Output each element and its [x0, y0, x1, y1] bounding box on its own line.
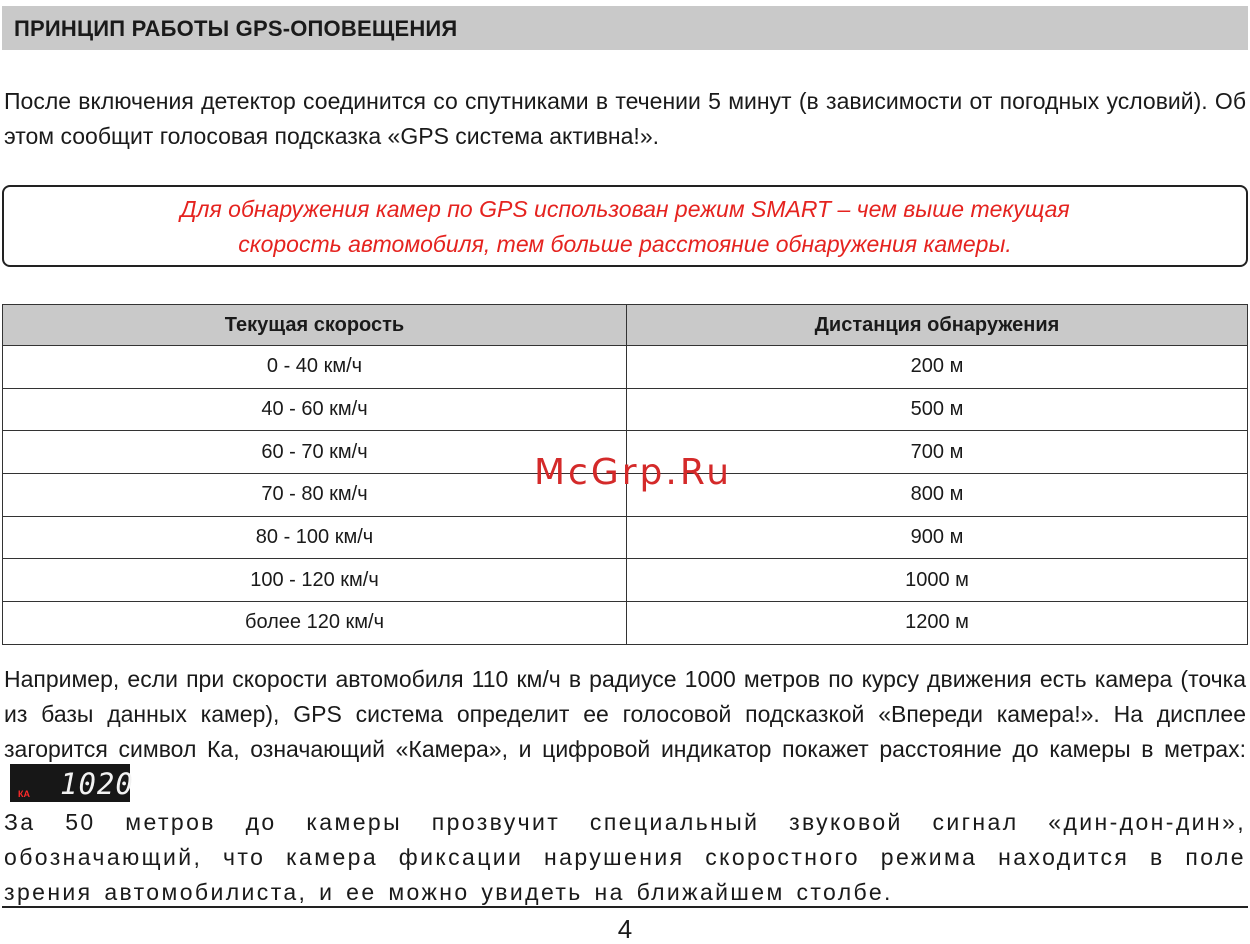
- table-row: [3, 516, 1248, 559]
- speed-cell: 40 - 60 км/ч: [3, 388, 627, 431]
- speed-cell: 80 - 100 км/ч: [3, 516, 627, 559]
- speed-cell: 0 - 40 км/ч: [3, 346, 627, 389]
- notice-line-2: скорость автомобиля, тем больше расстояние обнаружения камеры.: [238, 231, 1012, 257]
- camera-symbol: КА: [18, 789, 30, 799]
- footer-divider: [2, 906, 1248, 908]
- distance-readout: 1020: [60, 767, 134, 801]
- distance-cell: 500 м: [627, 388, 1248, 431]
- table-row: [3, 559, 1248, 602]
- distance-cell: 1200 м: [627, 602, 1248, 645]
- table-row: [3, 388, 1248, 431]
- watermark: McGrp.Ru: [534, 452, 733, 493]
- notice-line-1: Для обнаружения камер по GPS использован режим SMART – чем выше текущая: [180, 196, 1070, 222]
- signal-paragraph: За 50 метров до камеры прозвучит специальный звуковой сигнал «дин-дон-дин», обозначающий, что камера фиксации нарушения скоростного режима находится в поле зрения автомобилиста, и ее можно увидеть на ближайшем столбе.: [4, 809, 1246, 905]
- distance-cell: 900 м: [627, 516, 1248, 559]
- page-number: 4: [617, 914, 633, 944]
- example-text: Например, если при скорости автомобиля 110 км/ч в радиусе 1000 метров по курсу движения есть камера (точка из базы данных камер), GPS система определит ее голосовой подсказкой «Впереди камера!». На дисплее загорится символ Ка, означающий «Камера», и цифровой индикатор покажет расстояние до камеры в метрах:: [4, 666, 1246, 762]
- distance-cell: 200 м: [627, 346, 1248, 389]
- speed-cell: более 120 км/ч: [3, 602, 627, 645]
- speed-cell: 70 - 80 км/ч: [3, 474, 627, 517]
- distance-indicator-display: [10, 764, 134, 802]
- distance-cell: 700 м: [627, 431, 1248, 474]
- header-detection-distance: Дистанция обнаружения: [627, 305, 1248, 346]
- table-row: [3, 346, 1248, 389]
- distance-cell: 1000 м: [627, 559, 1248, 602]
- header-current-speed: Текущая скорость: [3, 305, 627, 346]
- example-paragraph: [4, 662, 1246, 805]
- table-header-row: [3, 305, 1248, 346]
- intro-paragraph: После включения детектор соединится со спутниками в течении 5 минут (в зависимости от погодных условий). Об этом сообщит голосовая подсказка «GPS система активна!».: [4, 88, 1246, 149]
- speed-cell: 60 - 70 км/ч: [3, 431, 627, 474]
- smart-mode-notice: [2, 185, 1248, 267]
- table-row: [3, 602, 1248, 645]
- section-title: ПРИНЦИП РАБОТЫ GPS-ОПОВЕЩЕНИЯ: [2, 6, 1248, 50]
- speed-cell: 100 - 120 км/ч: [3, 559, 627, 602]
- distance-cell: 800 м: [627, 474, 1248, 517]
